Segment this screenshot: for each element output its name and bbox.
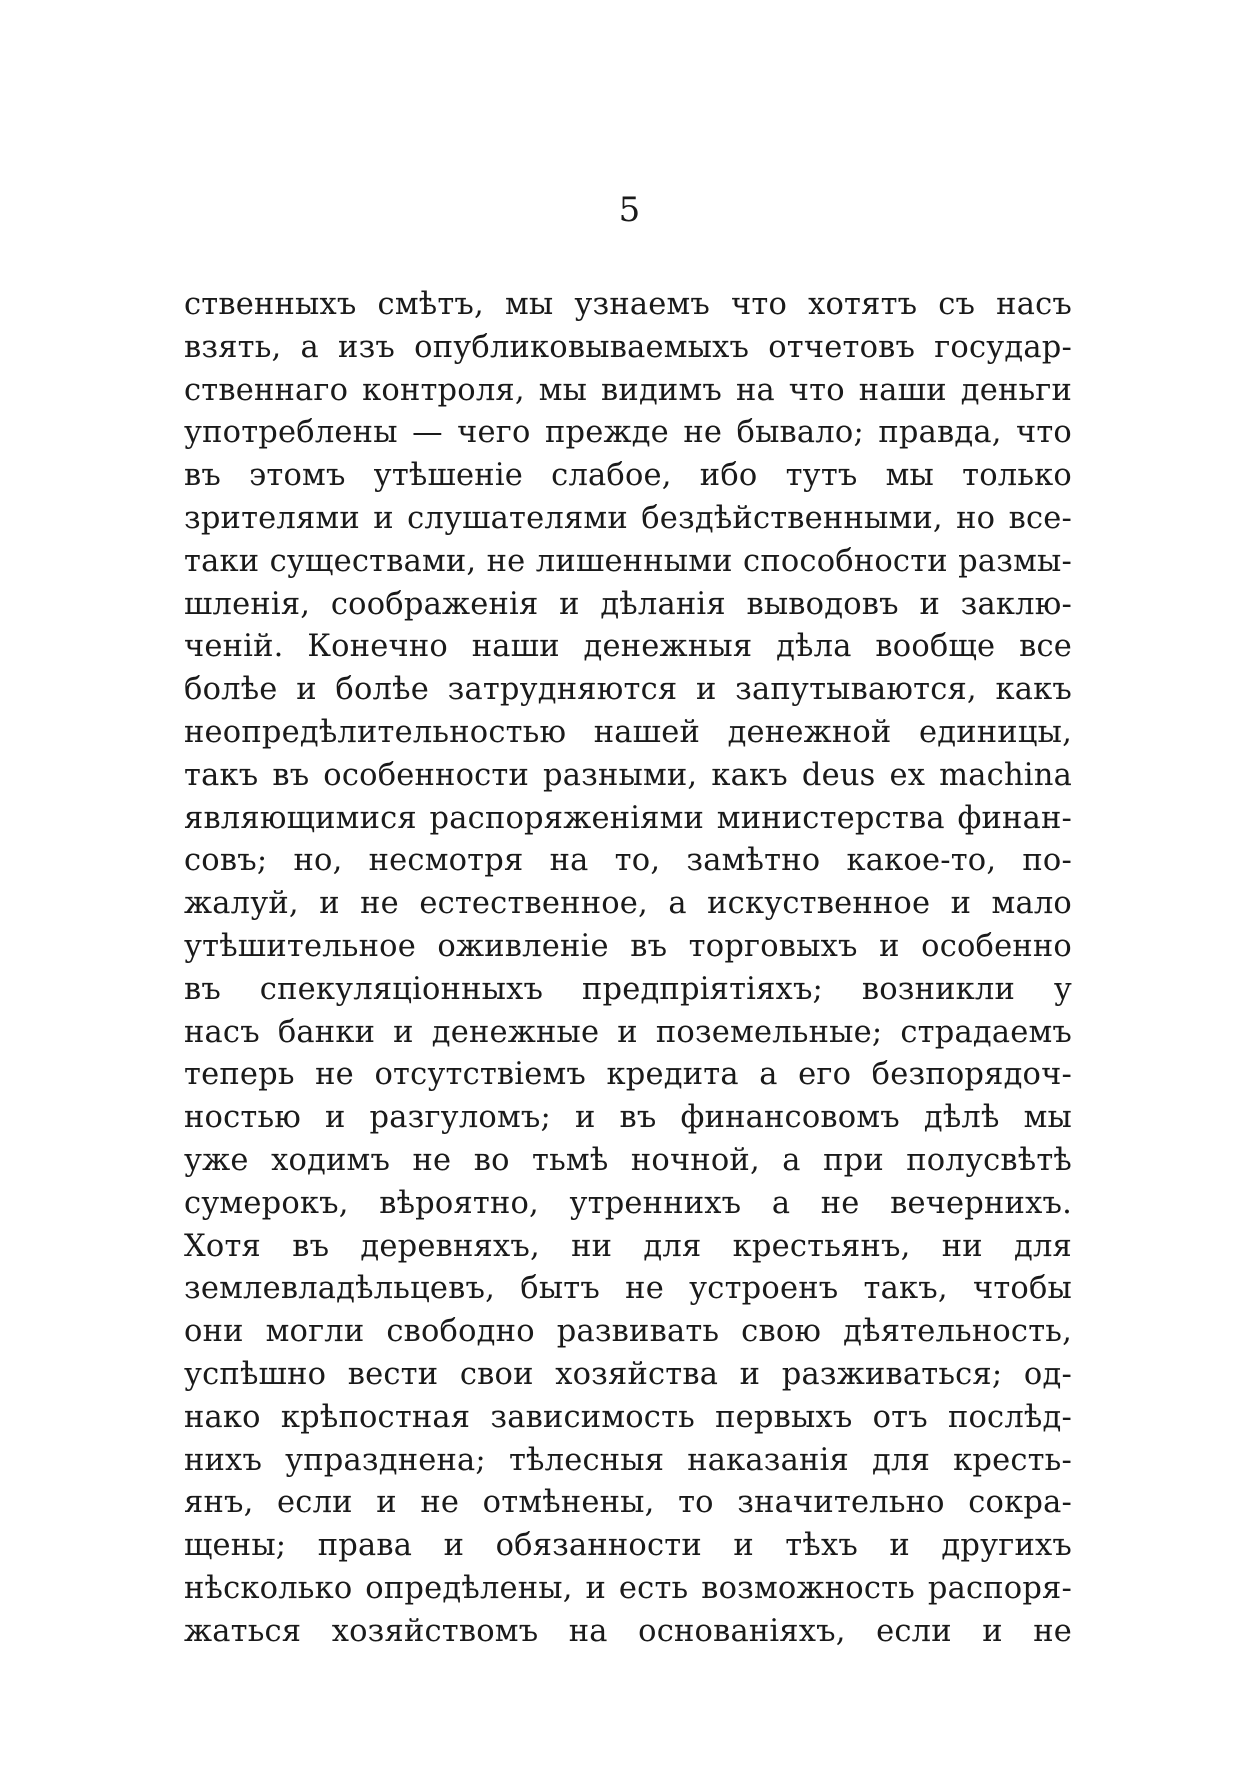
text-line: ственныхъ смѣтъ, мы узнаемъ что хотятъ съ насъ — [184, 287, 1072, 322]
text-line: утѣшительное оживленіе въ торговыхъ и особенно — [184, 928, 1072, 964]
text-line: совъ; но, несмотря на то, замѣтно какое-то, по- — [184, 843, 1072, 879]
text-line: успѣшно вести свои хозяйства и разживаться; од- — [184, 1356, 1072, 1392]
text-line: янъ, если и не отмѣнены, то значительно сокра- — [184, 1485, 1072, 1521]
text-line: нѣсколько опредѣлены, и есть возможность распоря- — [184, 1570, 1072, 1606]
text-line: употреблены — чего прежде не бывало; правда, что — [184, 415, 1072, 451]
text-line: теперь не отсутствіемъ кредита а его безпорядоч- — [184, 1057, 1072, 1093]
text-line: они могли свободно развивать свою дѣятельность, — [184, 1314, 1072, 1350]
text-line: жаться хозяйствомъ на основаніяхъ, если и не — [184, 1613, 1072, 1649]
text-line: зрителями и слушателями бездѣйственными, но все- — [184, 500, 1072, 536]
text-line: ченій. Конечно наши денежныя дѣла вообще все — [184, 629, 1072, 665]
text-line: сумерокъ, вѣроятно, утреннихъ а не вечернихъ. — [184, 1185, 1072, 1221]
text-line: такъ въ особенности разными, какъ deus ex machina — [184, 757, 1072, 793]
text-line: Хотя въ деревняхъ, ни для крестьянъ, ни для — [184, 1228, 1072, 1264]
text-line: въ этомъ утѣшеніе слабое, ибо тутъ мы только — [184, 458, 1072, 494]
text-line: шленія, соображенія и дѣланія выводовъ и заклю- — [184, 586, 1072, 622]
text-line: нако крѣпостная зависимость первыхъ отъ послѣд- — [184, 1399, 1072, 1435]
text-line: являющимися распоряженіями министерства финан- — [184, 800, 1072, 836]
text-line: болѣе и болѣе затрудняются и запутываются, какъ — [184, 672, 1072, 708]
body-text — [184, 284, 1072, 1654]
text-line: въ спекуляціонныхъ предпріятіяхъ; возникли у — [184, 971, 1072, 1007]
text-line: таки существами, не лишенными способности размы- — [184, 543, 1072, 579]
text-line: щены; права и обязанности и тѣхъ и другихъ — [184, 1528, 1072, 1564]
text-line: ственнаго контроля, мы видимъ на что наши деньги — [184, 372, 1072, 408]
page-number: 5 — [618, 190, 641, 230]
text-line: ностью и разгуломъ; и въ финансовомъ дѣлѣ мы — [184, 1100, 1072, 1136]
text-line: нихъ упразднена; тѣлесныя наказанія для кресть- — [184, 1442, 1072, 1478]
text-line: землевладѣльцевъ, бытъ не устроенъ такъ, чтобы — [184, 1271, 1072, 1307]
text-line: неопредѣлительностью нашей денежной единицы, — [184, 714, 1072, 750]
text-line: насъ банки и денежные и поземельные; страдаемъ — [184, 1014, 1072, 1050]
text-line: взять, а изъ опубликовываемыхъ отчетовъ государ- — [184, 329, 1072, 365]
text-line: уже ходимъ не во тьмѣ ночной, а при полусвѣтѣ — [184, 1142, 1072, 1178]
text-line: жалуй, и не естественное, а искуственное и мало — [184, 886, 1072, 922]
